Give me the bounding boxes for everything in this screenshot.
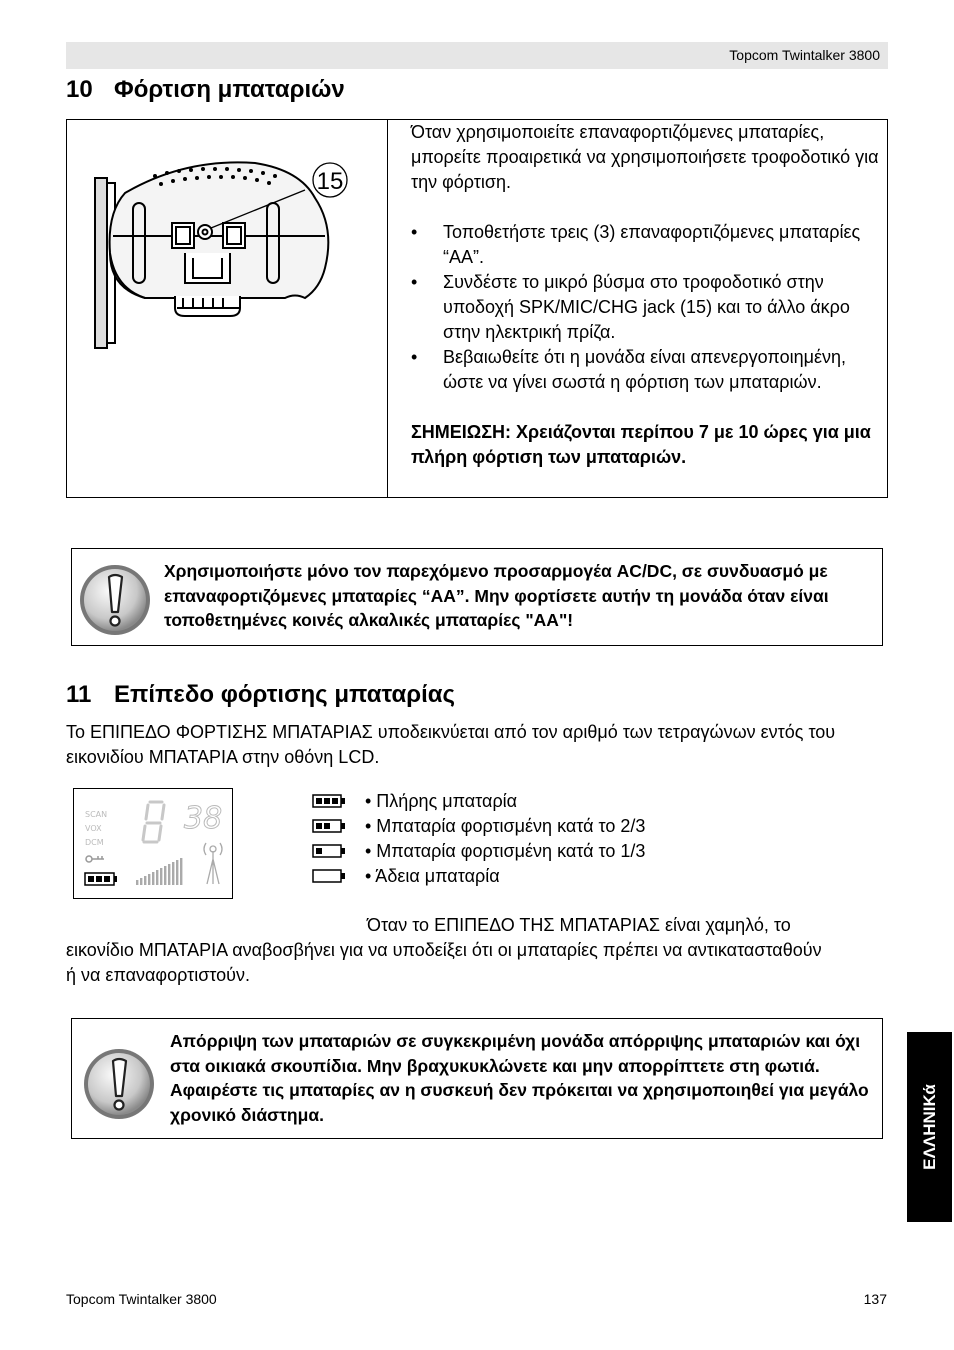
lcd-transmit-icon [204,843,222,884]
section-10-heading [66,76,345,104]
bullet: • [411,272,418,292]
low-battery-text-rest: εικονίδιο ΜΠΑΤΑΡΙΑ αναβοσβήνει για να υποδείξει ότι οι μπαταρίες πρέπει να αντικατασταθούν ή να επαναφορτιστούν. [66,940,822,985]
device-back-illustration [85,158,375,448]
lcd-signal-bars [136,858,182,885]
charging-steps [411,220,881,395]
language-tab-label: ΕΛΛΗΝΙΚά [919,1084,939,1170]
lcd-battery-icon [85,873,117,885]
bullet: • [411,222,418,242]
exclamation-icon [82,1047,156,1121]
section-10-number: 10 [66,76,93,103]
footer-product-name: Topcom Twintalker 3800 [66,1291,217,1307]
bullet: • [411,347,418,367]
section-11-title: Επίπεδο φόρτισης μπαταρίας [114,681,456,708]
battery-empty-icon [312,869,346,883]
charging-note: ΣΗΜΕΙΩΣΗ: Χρειάζονται περίπου 7 με 10 ώρες για μια πλήρη φόρτιση των μπαταριών. [411,422,871,467]
low-battery-text-line1: Όταν το ΕΠΙΠΕΔΟ ΤΗΣ ΜΠΑΤΑΡΙΑΣ είναι χαμηλό, το [367,915,791,935]
battery-full-icon [312,794,346,808]
lcd-scan-label: SCAN [85,810,108,819]
header-product-name: Topcom Twintalker 3800 [729,47,880,63]
charging-instructions [411,120,881,470]
section-10-title: Φόρτιση μπαταριών [114,76,345,103]
lcd-vox-label: VOX [85,824,102,833]
battery-one-third-label: • Μπαταρία φορτισμένη κατά το 1/3 [365,841,646,861]
charging-table [66,119,888,498]
warning-box-disposal [71,1018,883,1139]
battery-full-label: • Πλήρης μπαταρία [365,791,518,811]
battery-empty-label: • Άδεια μπαταρία [365,866,500,886]
battery-one-third-icon [312,844,346,858]
battery-level-intro: Το ΕΠΙΠΕΔΟ ΦΟΡΤΙΣΗΣ ΜΠΑΤΑΡΙΑΣ υποδεικνύεται από τον αριθμό των τετραγώνων εντός του εικονιδίου ΜΠΑΤΑΡΙΑ στην οθόνη LCD. [66,722,836,767]
exclamation-icon [78,563,152,637]
lcd-display-illustration [73,788,233,899]
battery-two-thirds-icon [312,819,346,833]
lcd-channel-digits: 38 [184,801,223,836]
section-11-heading [66,681,455,709]
warning-box-charger [71,548,883,646]
lcd-dcm-label: DCM [85,838,104,847]
table-divider [387,120,388,497]
lcd-graphic [74,789,232,898]
section-11-number: 11 [66,681,92,708]
list-item: • Βεβαιωθείτε ότι η μονάδα είναι απενεργοποιημένη, ώστε να γίνει σωστά η φόρτιση των μπαταριών. [411,347,846,392]
callout-15-label: 15 [316,168,344,195]
page-header [66,42,888,69]
language-side-tab [907,1032,952,1222]
list-item: • Συνδέστε το μικρό βύσμα στο τροφοδοτικό στην υποδοχή SPK/MIC/CHG jack (15) και το άλλο άκρο στην ηλεκτρική πρίζα. [411,272,850,342]
battery-two-thirds-label: • Μπαταρία φορτισμένη κατά το 2/3 [365,816,646,836]
warning-disposal-text: Απόρριψη των μπαταριών σε συγκεκριμένη μονάδα απόρριψης μπαταριών και όχι στα οικιακά σκουπίδια. Μην βραχυκυκλώνετε και μην απορρίπτετε στη φωτιά. Αφαιρέστε τις μπαταρίες αν η συσκευή δεν πρόκειται να χρησιμοποιηθεί για μεγάλο χρονικό διάστημα. [170,1031,869,1125]
charging-intro: Όταν χρησιμοποιείτε επαναφορτιζόμενες μπαταρίες, μπορείτε προαιρετικά να χρησιμοποιήσετε τροφοδοτικό για την φόρτιση. [411,122,879,192]
warning-charger-text: Χρησιμοποιήστε μόνο τον παρεχόμενο προσαρμογέα AC/DC, σε συνδυασμό με επαναφορτιζόμενες μπαταρίες “AA”. Μην φορτίσετε αυτήν τη μονάδα όταν είναι τοποθετημένες κοινές αλκαλικές μπαταρίες "AA"! [164,561,829,630]
list-item: • Τοποθετήστε τρεις (3) επαναφορτιζόμενες μπαταρίες “AA”. [411,222,861,267]
page-number: 137 [863,1291,887,1307]
